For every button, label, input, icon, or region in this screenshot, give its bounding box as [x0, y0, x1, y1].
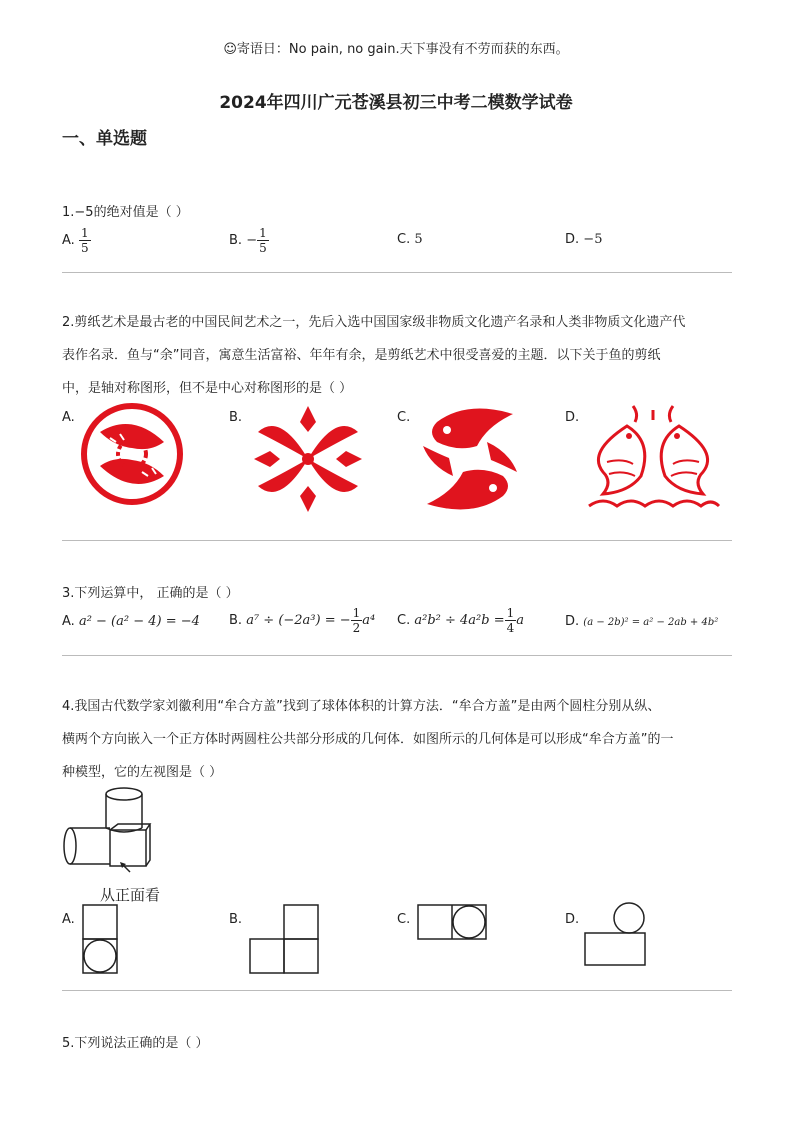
- q3-option-d[interactable]: D. (a − 2b)² = a² − 2ab + 4b²: [565, 614, 719, 629]
- divider: [62, 990, 732, 991]
- section-heading: 一、单选题: [62, 129, 147, 149]
- q2-option-c-label[interactable]: C.: [397, 410, 411, 425]
- q5-stem: 5.下列说法正确的是（ ）: [62, 1036, 209, 1051]
- fraction: $\frac{1}{4}$: [506, 606, 515, 635]
- q2-stem: 2.剪纸艺术是最古老的中国民间艺术之一，先后入选中国国家级非物质文化遗产名录和人类非物质文化遗产代 表作名录．鱼与“余”同音，寓意生活富裕、年年有余，是剪纸艺术中很受喜爱的主题．以下关于鱼的剪纸 中，是轴对称图形，但不是中心对称图形的是（ ）: [62, 315, 686, 396]
- exam-title: 2024年四川广元苍溪县初三中考二模数学试卷: [219, 93, 573, 113]
- q4-option-c-view[interactable]: [417, 904, 489, 940]
- option-label: D.: [565, 232, 580, 247]
- q3-option-c[interactable]: C. a²b² ÷ 4a²b = $\frac{1}{4}$ a: [397, 606, 524, 635]
- paper-cut-fish-circle-image[interactable]: [80, 402, 184, 506]
- figure-caption: 从正面看: [100, 886, 161, 904]
- q1-option-c[interactable]: C. 5: [397, 232, 423, 247]
- divider: [62, 540, 732, 541]
- option-label: B.: [229, 233, 243, 248]
- q4-option-b-label[interactable]: B.: [229, 912, 243, 927]
- q3-option-b[interactable]: B. a⁷ ÷ (−2a³) = − $\frac{1}{2}$ a⁴: [229, 606, 376, 635]
- fraction: $\frac{1}{2}$: [352, 606, 361, 635]
- paper-cut-fish-square-image[interactable]: [250, 402, 366, 516]
- divider: [62, 272, 732, 273]
- q4-option-d-view[interactable]: [584, 902, 646, 966]
- paper-cut-twin-fish-image[interactable]: [583, 402, 723, 516]
- q1-stem: 1.−5的绝对值是（ ）: [62, 205, 189, 220]
- q4-option-c-label[interactable]: C.: [397, 912, 411, 927]
- q3-option-a[interactable]: A. a² − (a² − 4) = −4: [62, 614, 200, 629]
- option-label: C.: [397, 232, 411, 247]
- q1-option-b[interactable]: B. − $\frac{1}{5}$: [229, 226, 267, 255]
- q2-option-d-label[interactable]: D.: [565, 410, 580, 425]
- q4-option-b-view[interactable]: [249, 904, 319, 974]
- q1-option-a[interactable]: [62, 226, 91, 255]
- fraction: $\frac{1}{5}$: [80, 226, 89, 255]
- q4-stem: 4.我国古代数学家刘徽利用“牟合方盖”找到了球体体积的计算方法．“牟合方盖”是由两个圆柱分别从纵、 横两个方向嵌入一个正方体时两圆柱公共部分形成的几何体．如图所示的几何体是可以形成“牟合方盖”的一 种模型，它的左视图是（ ）: [62, 699, 674, 780]
- q4-option-a-label[interactable]: A.: [62, 912, 75, 927]
- paper-cut-fish-swirl-image[interactable]: [417, 402, 523, 516]
- option-label: A.: [62, 233, 75, 248]
- cylinder-cube-figure: [60, 780, 170, 870]
- divider: [62, 655, 732, 656]
- q4-option-a-view[interactable]: [82, 904, 118, 974]
- q2-option-b-label[interactable]: B.: [229, 410, 243, 425]
- q1-option-d[interactable]: D. −5: [565, 232, 603, 247]
- q2-option-a-label[interactable]: A.: [62, 410, 75, 425]
- fraction: $\frac{1}{5}$: [259, 226, 267, 255]
- q3-stem: 3.下列运算中， 正确的是（ ）: [62, 586, 239, 601]
- q4-option-d-label[interactable]: D.: [565, 912, 580, 927]
- motto: ☺寄语日：No pain, no gain.天下事没有不劳而获的东西。: [223, 42, 569, 57]
